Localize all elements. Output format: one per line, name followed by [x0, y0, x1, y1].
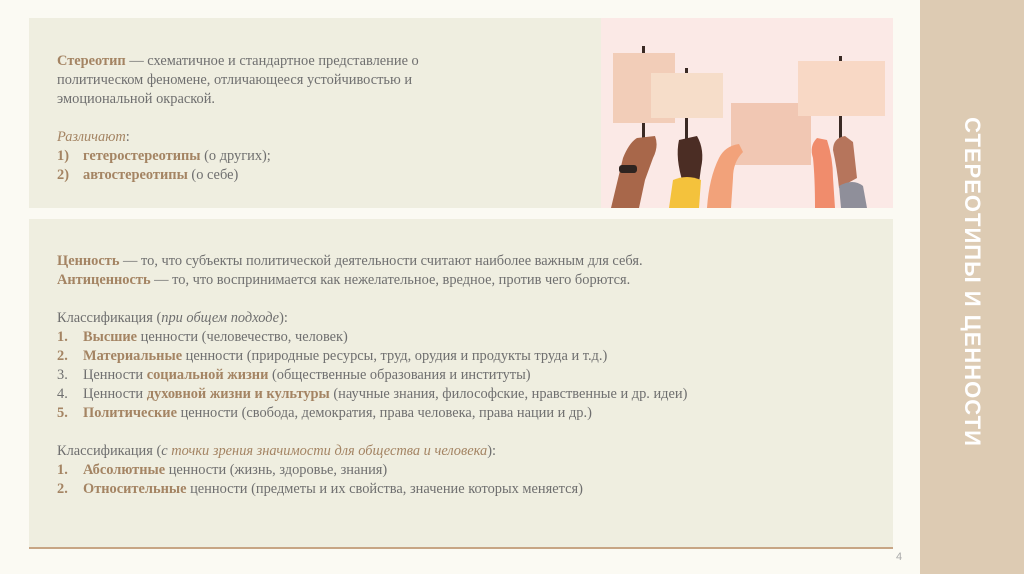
anti-value-definition [57, 271, 687, 290]
value-definition [57, 252, 687, 271]
heading-italic: с [161, 443, 172, 459]
heading-suffix: ): [487, 443, 497, 459]
stereotype-text [57, 52, 419, 185]
list-number: 2) [57, 167, 69, 183]
classification-heading-1 [57, 309, 687, 328]
stereotype-definition [57, 52, 419, 71]
list-item [57, 480, 687, 499]
heading-prefix: Классификация ( [57, 443, 162, 459]
heading-italic: при общем подходе [161, 310, 280, 326]
list-rest: (научные знания, философские, нравственные и др. идеи) [329, 386, 688, 402]
list-rest: ценности (предметы и их свойства, значение которых меняется) [186, 481, 583, 497]
list-number: 1. [57, 329, 68, 345]
list-rest: (о других); [200, 148, 271, 164]
list-rest: ценности (жизнь, здоровье, знания) [165, 462, 388, 478]
heading-italic-accent: точки зрения значимости для общества и человека [171, 443, 488, 459]
anti-value-def: — то, что воспринимается как нежелательное, вредное, против чего борются. [150, 272, 631, 288]
list-number: 1. [57, 462, 68, 478]
list-item [57, 347, 687, 366]
definition-line: эмоциональной окраской. [57, 91, 216, 107]
definition-line: — схематичное и стандартное представление о [125, 53, 419, 69]
list-term: автостереотипы [83, 167, 188, 183]
distinguish-heading [57, 128, 419, 147]
list-number: 1) [57, 148, 69, 164]
list-item [57, 385, 687, 404]
definition-line: политическом феномене, отличающееся устойчивостью и [57, 72, 413, 88]
page-number: 4 [896, 551, 903, 563]
list-rest: ценности (человечество, человек) [137, 329, 348, 345]
list-term: Политические [83, 405, 177, 421]
list-number: 2. [57, 481, 68, 497]
heading-prefix: Классификация ( [57, 310, 162, 326]
list-term: социальной жизни [146, 367, 269, 383]
list-item [57, 147, 419, 166]
anti-value-term: Антиценность [57, 272, 151, 288]
list-pre: Ценности [83, 367, 147, 383]
list-pre: Ценности [83, 386, 147, 402]
list-term: духовной жизни и культуры [146, 386, 330, 402]
list-term: гетеростереотипы [83, 148, 201, 164]
values-text [57, 252, 687, 499]
list-term: Относительные [83, 481, 187, 497]
list-term: Материальные [83, 348, 183, 364]
value-def: — то, что субъекты политической деятельности считают наиболее важным для себя. [119, 253, 643, 269]
list-number: 4. [57, 386, 68, 402]
classification-heading-2 [57, 442, 687, 461]
list-item [57, 166, 419, 185]
list-rest: ценности (природные ресурсы, труд, орудия и продукты труда и т.д.) [182, 348, 608, 364]
list-number: 2. [57, 348, 68, 364]
protest-signs-illustration [601, 18, 893, 208]
list-item [57, 461, 687, 480]
value-term: Ценность [57, 253, 120, 269]
slide-title: СТЕРЕОТИПЫ И ЦЕННОСТИ [960, 117, 985, 447]
heading-suffix: ): [279, 310, 288, 326]
stereotype-term: Стереотип [57, 53, 126, 69]
list-rest: (о себе) [187, 167, 239, 183]
list-number: 3. [57, 367, 68, 383]
list-item [57, 328, 687, 347]
list-term: Абсолютные [83, 462, 166, 478]
list-number: 5. [57, 405, 68, 421]
bottom-divider [29, 547, 893, 549]
distinguish-label: Различают [57, 129, 126, 145]
list-rest: ценности (свобода, демократия, права человека, права нации и др.) [176, 405, 592, 421]
list-rest: (общественные образования и институты) [268, 367, 531, 383]
list-item [57, 366, 687, 385]
list-term: Высшие [83, 329, 138, 345]
list-item [57, 404, 687, 423]
colon: : [125, 129, 130, 145]
